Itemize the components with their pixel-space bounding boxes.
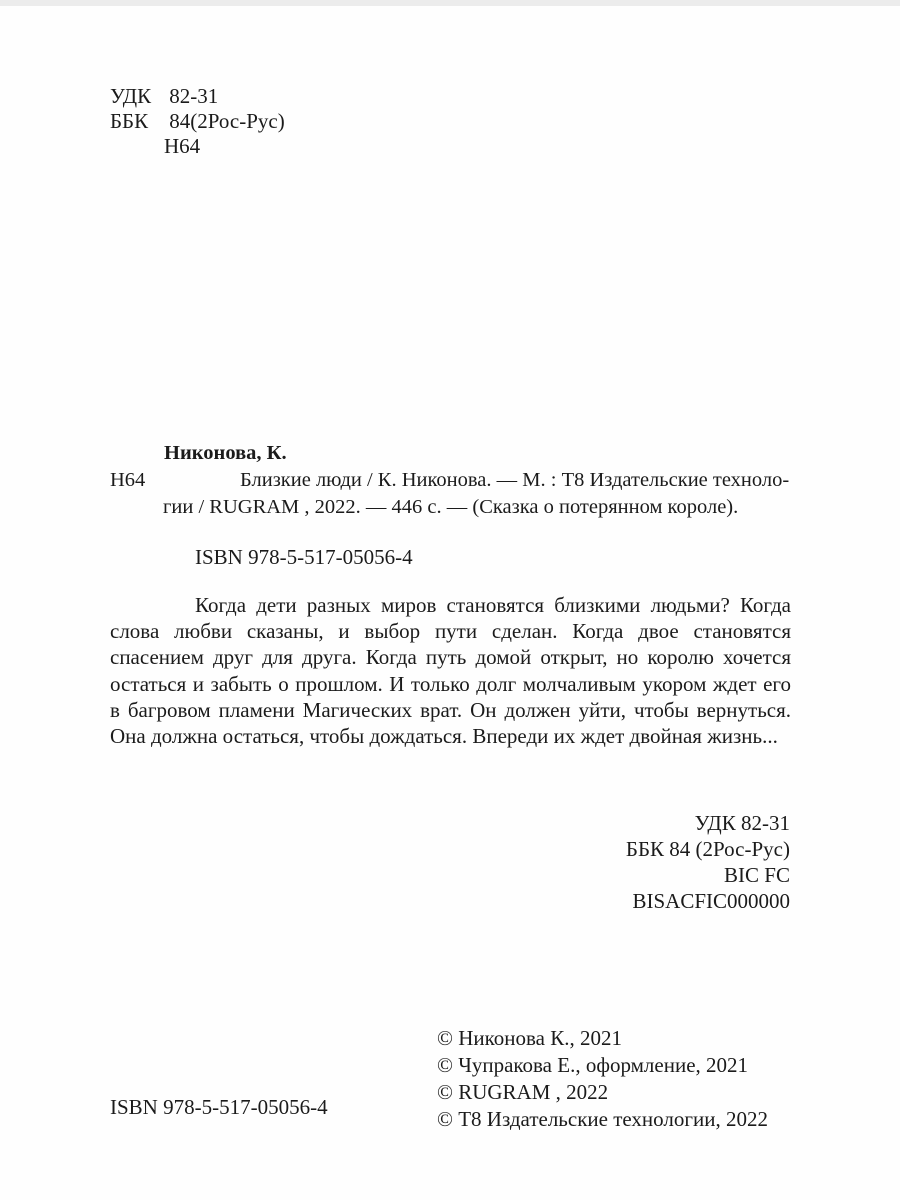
bic-code: BIC FC [724, 863, 790, 887]
isbn-middle: ISBN 978-5-517-05056-4 [195, 545, 413, 569]
copyright-author: © Никонова К., 2021 [437, 1026, 622, 1050]
entry-line2: гии / RUGRAM , 2022. — 446 с. — (Сказка о потерянном короле). [163, 496, 739, 518]
entry-line1: Близкие люди / К. Никонова. — М. : Т8 Издательские техноло- [240, 469, 790, 491]
udk-right: УДК 82-31 [694, 811, 790, 835]
udk-value: 82-31 [169, 84, 219, 108]
classification-block [110, 84, 285, 159]
bbk-value: 84(2Рос-Рус) [169, 109, 285, 133]
bbk-right: ББК 84 (2Рос-Рус) [625, 837, 790, 861]
author-code-line: Н64 [164, 134, 201, 158]
copyright-designer: © Чупракова Е., оформление, 2021 [437, 1053, 749, 1077]
udk-label: УДК [110, 84, 152, 108]
copyright-rugram: © RUGRAM , 2022 [437, 1080, 609, 1104]
copyright-t8: © Т8 Издательские технологии, 2022 [437, 1107, 768, 1131]
annotation-paragraph: Когда дети разных миров становятся близкими людьми? Когда слова любви сказаны, и выбор пути сделан. Когда двое становятся спасением друг для друга. Когда путь домой открыт, но королю хочется остаться и забыть о прошлом. И только долг молчаливым укором ждет его в багровом пламени Магических врат. Он должен уйти, чтобы вернуться. Она должна остаться, чтобы дождаться. Впереди их ждет двойная жизнь... [110, 593, 791, 749]
copyright-block [437, 1025, 768, 1133]
codes-right-block [626, 810, 790, 914]
bbk-label: ББК [110, 109, 149, 133]
bisac-code: BISACFIC000000 [632, 889, 790, 913]
isbn-bottom: ISBN 978-5-517-05056-4 [110, 1095, 328, 1119]
entry-description [110, 467, 810, 521]
bibliographic-entry [110, 440, 810, 521]
bbk-line [110, 109, 285, 134]
udk-line [110, 84, 285, 109]
entry-author: Никонова, К. [164, 442, 287, 464]
entry-code: Н64 [110, 469, 146, 491]
